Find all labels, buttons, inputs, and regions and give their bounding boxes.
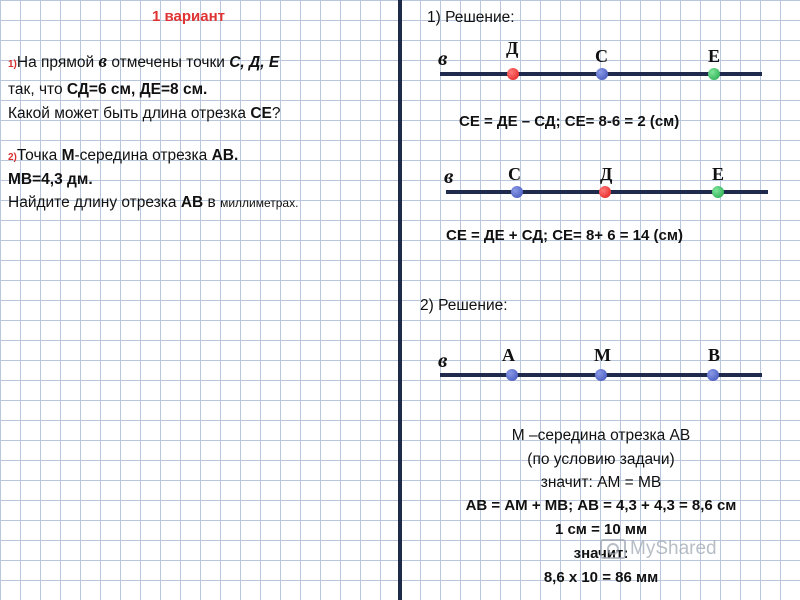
watermark: MyShared bbox=[600, 538, 717, 560]
variant-title: 1 вариант bbox=[152, 8, 226, 25]
diagram2-point-d bbox=[599, 186, 611, 198]
task2-line2: МВ=4,3 дм. bbox=[8, 171, 93, 188]
diagram2-line-name: в bbox=[444, 164, 454, 188]
diagram3-point-b bbox=[707, 369, 719, 381]
diagram3-line-name: в bbox=[438, 348, 448, 372]
diagram2-point-label-c: С bbox=[508, 164, 521, 184]
diagram1-point-label-e: Е bbox=[708, 46, 721, 66]
task2-line3: Найдите длину отрезка АВ в миллиметрах. bbox=[8, 194, 299, 211]
diagram3-point-a bbox=[506, 369, 518, 381]
solution2-text2: (по условию задачи) bbox=[527, 451, 675, 468]
task1-points: С, Д, Е bbox=[229, 54, 280, 71]
solution2-equation3: значит: bbox=[573, 545, 629, 562]
solution2-heading: 2) Решение: bbox=[420, 297, 508, 314]
task1-line3: Какой может быть длина отрезка СЕ? bbox=[8, 105, 281, 122]
solution1-heading: 1) Решение: bbox=[427, 9, 515, 26]
task2-line1: 2)Точка М-середина отрезка АВ. bbox=[8, 147, 239, 164]
diagram2-point-label-d: Д bbox=[600, 164, 613, 184]
solution1-equation1: СЕ = ДЕ – СД; СЕ= 8-6 = 2 (см) bbox=[459, 113, 680, 130]
task1-line1: 1)На прямой в отмечены точки С, Д, Е bbox=[8, 51, 280, 72]
solution1-equation2: СЕ = ДЕ + СД; СЕ= 8+ 6 = 14 (см) bbox=[446, 227, 683, 244]
task1-line-var: в bbox=[98, 51, 108, 72]
task1-line2: так, что СД=6 см, ДЕ=8 см. bbox=[8, 81, 208, 98]
solution2-text1: М –середина отрезка АВ bbox=[511, 427, 691, 444]
diagram1-point-label-c: С bbox=[595, 46, 608, 66]
diagram3-point-label-b: В bbox=[708, 345, 721, 365]
diagram1-point-c bbox=[596, 68, 608, 80]
diagram1-point-e bbox=[708, 68, 720, 80]
diagram2-point-label-e: Е bbox=[712, 164, 725, 184]
diagram3-point-label-m: М bbox=[594, 345, 611, 365]
task1-number: 1) bbox=[8, 59, 17, 70]
solution2-equation1: АВ = АМ + МВ; АВ = 4,3 + 4,3 = 8,6 см bbox=[465, 497, 737, 514]
solution2-equation2: 1 см = 10 мм bbox=[554, 521, 648, 538]
camera-icon bbox=[600, 539, 626, 559]
diagram1-point-label-d: Д bbox=[506, 38, 519, 58]
diagram2-point-e bbox=[712, 186, 724, 198]
diagram3-point-label-a: А bbox=[502, 345, 515, 365]
diagram2-point-c bbox=[511, 186, 523, 198]
diagram1-line-name: в bbox=[438, 46, 448, 70]
diagram3-point-m bbox=[595, 369, 607, 381]
solution2-text3: значит: АМ = МВ bbox=[540, 474, 662, 491]
solution2-equation4: 8,6 х 10 = 86 мм bbox=[543, 569, 659, 586]
task2-number: 2) bbox=[8, 152, 17, 163]
diagram1-point-d bbox=[507, 68, 519, 80]
